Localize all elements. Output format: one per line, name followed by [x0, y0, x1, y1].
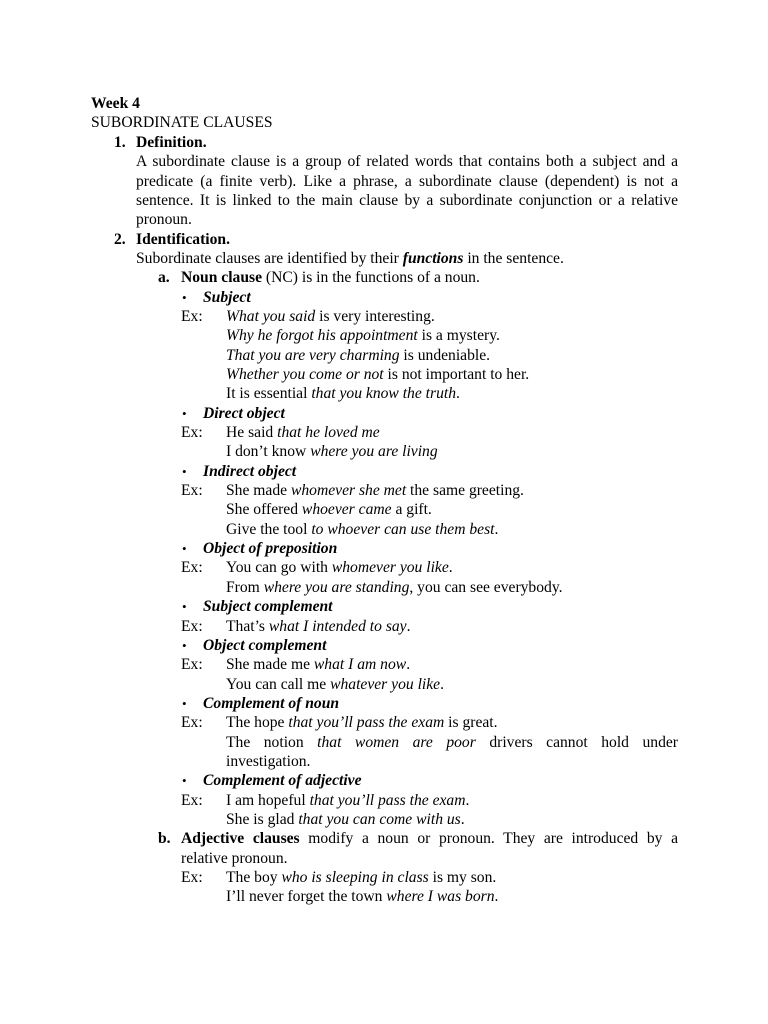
- week-label: Week 4: [91, 95, 140, 112]
- example-sentence: I don’t know where you are living: [226, 443, 438, 460]
- document-title: SUBORDINATE CLAUSES: [91, 114, 273, 131]
- example-sentence: She offered whoever came a gift.: [226, 501, 432, 518]
- bullet-icon: •: [182, 599, 187, 614]
- bullet-icon: •: [182, 290, 187, 305]
- example-sentence: Why he forgot his appointment is a mystery.: [226, 327, 500, 344]
- intro-text: Subordinate clauses are identified by their: [136, 250, 403, 267]
- definition-line: A subordinate clause is a group of related words that contains both a subject and a: [136, 153, 678, 170]
- example-sentence: I’ll never forget the town where I was born.: [226, 888, 499, 905]
- adjective-clause-desc: modify a noun or pronoun. They are introduced by a: [299, 830, 678, 847]
- example-sentence: It is essential that you know the truth.: [226, 385, 460, 402]
- example-sentence: The boy who is sleeping in class is my son.: [226, 869, 497, 886]
- example-sentence: Whether you come or not is not important to her.: [226, 366, 530, 383]
- function-heading: Indirect object: [203, 463, 297, 480]
- example-sentence: You can call me whatever you like.: [226, 676, 444, 693]
- adjective-clause-term: Adjective clauses: [181, 830, 300, 847]
- example-sentence: The hope that you’ll pass the exam is great.: [226, 714, 498, 731]
- intro-emphasis: functions: [402, 250, 464, 267]
- noun-clause-definition: [181, 268, 480, 288]
- definition-line: pronoun.: [136, 211, 192, 228]
- example-sentence: She is glad that you can come with us.: [226, 811, 465, 828]
- definition-line: sentence. It is linked to the main clause by a subordinate conjunction or a relative: [136, 192, 678, 209]
- ex-label: Ex:: [181, 656, 203, 673]
- noun-clause-term: Noun clause: [181, 269, 263, 286]
- example-sentence: investigation.: [226, 753, 311, 770]
- example-sentence: Give the tool to whoever can use them best.: [226, 521, 499, 538]
- function-heading: Object complement: [203, 637, 327, 654]
- ex-label: Ex:: [181, 714, 203, 731]
- function-heading: Subject: [203, 289, 251, 306]
- identification-intro: [136, 249, 564, 269]
- bullet-icon: •: [182, 406, 187, 421]
- ex-label: Ex:: [181, 618, 203, 635]
- intro-text: in the sentence.: [463, 250, 564, 267]
- ex-label: Ex:: [181, 308, 203, 325]
- function-heading: Complement of noun: [203, 695, 340, 712]
- example-sentence: From where you are standing, you can see everybody.: [226, 579, 563, 596]
- function-heading: Direct object: [203, 405, 285, 422]
- ex-label: Ex:: [181, 869, 203, 886]
- example-sentence: The notion that women are poor drivers cannot hold under: [226, 734, 678, 751]
- example-sentence: He said that he loved me: [226, 424, 380, 441]
- section-number: 1.: [114, 134, 126, 151]
- definition-heading: Definition.: [136, 134, 207, 151]
- bullet-icon: •: [182, 773, 187, 788]
- bullet-icon: •: [182, 464, 187, 479]
- ex-label: Ex:: [181, 424, 203, 441]
- function-heading: Subject complement: [203, 598, 333, 615]
- bullet-icon: •: [182, 541, 187, 556]
- bullet-icon: •: [182, 638, 187, 653]
- identification-heading: Identification.: [136, 231, 230, 248]
- example-sentence: I am hopeful that you’ll pass the exam.: [226, 792, 470, 809]
- subsection-letter: a.: [158, 269, 170, 286]
- example-sentence: What you said is very interesting.: [226, 308, 435, 325]
- example-sentence: That’s what I intended to say.: [226, 618, 411, 635]
- example-sentence: That you are very charming is undeniable.: [226, 347, 491, 364]
- ex-label: Ex:: [181, 559, 203, 576]
- example-sentence: You can go with whomever you like.: [226, 559, 453, 576]
- definition-line: predicate (a finite verb). Like a phrase, a subordinate clause (dependent) is not a: [136, 173, 678, 190]
- noun-clause-desc: (NC) is in the functions of a noun.: [262, 269, 480, 286]
- bullet-icon: •: [182, 696, 187, 711]
- subsection-letter: b.: [158, 830, 171, 847]
- adjective-clause-definition: [181, 829, 678, 849]
- ex-label: Ex:: [181, 792, 203, 809]
- example-sentence: She made whomever she met the same greeting.: [226, 482, 524, 499]
- function-heading: Complement of adjective: [203, 772, 362, 789]
- section-number: 2.: [114, 231, 126, 248]
- ex-label: Ex:: [181, 482, 203, 499]
- function-heading: Object of preposition: [203, 540, 338, 557]
- example-sentence: She made me what I am now.: [226, 656, 411, 673]
- adjective-clause-desc-cont: relative pronoun.: [181, 850, 288, 867]
